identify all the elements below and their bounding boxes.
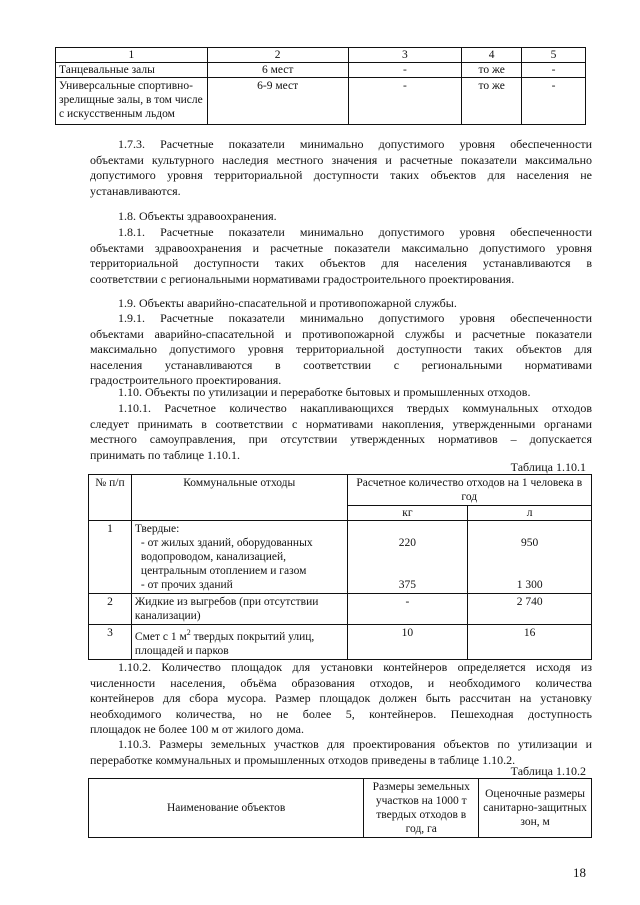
paragraph-1-8-1 [90, 225, 592, 287]
table-cell: то же [462, 63, 522, 78]
table-header-cell: 1 [56, 48, 208, 63]
table-header-cell: Расчетное количество отходов на 1 человека в год [347, 475, 591, 506]
table-header-row [89, 779, 592, 838]
text-line: контейнеров для сбора мусора. Размер площадок должен быть рассчитан на установку [90, 691, 592, 705]
section-heading: 1.8. Объекты здравоохранения. [118, 209, 277, 223]
table-cell: 2 [89, 594, 132, 625]
row-item: - от жилых зданий, оборудованных водопроводом, канализацией, центральным отоплением и газом [140, 537, 313, 577]
table-cell: - [348, 78, 462, 125]
text-line: 1.10.3. Размеры земельных участков для проектирования объектов по утилизации и [118, 737, 592, 751]
table-header-cell: Размеры земельных участков на 1000 т твердых отходов в год, га [364, 779, 479, 838]
table-header-cell: 2 [207, 48, 348, 63]
heading-1-8 [90, 209, 592, 223]
table-cell [468, 521, 592, 594]
text-line: принимать по таблице 1.10.1. [90, 447, 241, 462]
cell-value: 220 [398, 537, 417, 549]
paragraph-1-10-1 [90, 401, 592, 463]
table-header-cell: л [468, 506, 592, 521]
text-line: устанавливаются. [90, 183, 181, 198]
text-line: 1.9.1. Расчетные показатели минимально допустимого уровня обеспеченности [118, 311, 592, 325]
table-header-row [89, 475, 592, 506]
text-line: 1.7.3. Расчетные показатели минимально допустимого уровня обеспеченности [118, 137, 592, 151]
text-line: допустимого уровня территориальной доступности таких объектов для населения не [90, 168, 592, 182]
text-line: объектами аварийно-спасательной и противопожарной службы и расчетные показатели [90, 326, 592, 341]
table-cell: - [347, 594, 468, 625]
table-cell: 16 [468, 625, 592, 660]
heading-1-10 [90, 385, 592, 399]
cell-value: 950 [521, 537, 539, 549]
row-title: Твердые: [134, 523, 180, 535]
text-line: объектами здравоохранения и расчетные показатели максимально допустимого уровня [90, 240, 592, 255]
table-cell: - [522, 78, 586, 125]
table-top [55, 47, 586, 125]
text-line: площадок не более 100 м от жилого дома. [90, 722, 304, 736]
text-line: 1.10.2. Количество площадок для установки контейнеров определяется исходя из [118, 660, 592, 674]
table-1-10-1 [88, 474, 592, 660]
table-header-cell: 3 [348, 48, 462, 63]
table-cell [347, 521, 468, 594]
table-header-cell: Оценочные размеры санитарно-защитных зон, м [479, 779, 592, 838]
table-header-cell: Коммунальные отходы [131, 475, 347, 521]
text-line: градостроительного проектирования. [90, 373, 282, 387]
table-1-10-2 [88, 778, 592, 838]
text-line: соответствии с региональными нормативами градостроительного проектирования. [90, 271, 515, 286]
text-line: населения устанавливаются в соответствии с региональными нормативами [90, 357, 592, 372]
cell-text: твердых покрытий улиц, площадей и парков [134, 630, 315, 657]
table-row [89, 625, 592, 660]
table-cell: Танцевальные залы [56, 63, 208, 78]
cell-superscript: 2 [186, 628, 191, 637]
table-cell: - [522, 63, 586, 78]
cell-value: 375 [398, 579, 417, 591]
table-cell: 6 мест [207, 63, 348, 78]
text-line: объектами культурного наследия местного значения и расчетные показатели максимально [90, 152, 592, 167]
section-heading: 1.9. Объекты аварийно-спасательной и противопожарной службы. [118, 296, 457, 310]
table-cell: то же [462, 78, 522, 125]
text-line: максимально допустимого уровня территориальной доступности таких объектов для [90, 342, 592, 356]
row-item: - от прочих зданий [140, 579, 233, 591]
section-heading: 1.10. Объекты по утилизации и переработке бытовых и промышленных отходов. [118, 385, 531, 399]
text-line: необходимого количества, но не более 5, контейнеров. Пешеходная доступность [90, 706, 592, 721]
table-cell [131, 625, 347, 660]
cell-text: Смет с 1 м [134, 630, 187, 643]
cell-value: 1 300 [516, 579, 543, 591]
table-cell: - [348, 63, 462, 78]
table-caption: Таблица 1.10.2 [510, 764, 586, 778]
table-row [89, 594, 592, 625]
table-row [56, 63, 586, 78]
table-header-row [56, 48, 586, 63]
text-line: численности населения, объёма образования отходов, и необходимого количества [90, 675, 592, 690]
table-header-cell: Наименование объектов [89, 779, 364, 838]
heading-1-9 [90, 296, 592, 310]
table-cell: 2 740 [468, 594, 592, 625]
paragraph-1-9-1 [90, 311, 592, 389]
paragraph-1-10-2 [90, 660, 592, 738]
table-header-cell: 5 [522, 48, 586, 63]
text-line: 1.8.1. Расчетные показатели минимально допустимого уровня обеспеченности [118, 225, 592, 239]
text-line: местного самоуправления, при отсутствии утвержденных нормативов – допускается [90, 432, 592, 446]
text-line: следует принимать в соответствии с нормативами накопления, утвержденными органами [90, 416, 592, 431]
table-cell: 3 [89, 625, 132, 660]
table-cell [131, 521, 347, 594]
text-line: 1.10.1. Расчетное количество накапливающихся твердых коммунальных отходов [118, 401, 592, 415]
page-number: 18 [573, 865, 586, 880]
text-line: переработке коммунальных и промышленных отходов приведены в таблице 1.10.2. [90, 752, 516, 767]
table-caption: Таблица 1.10.1 [510, 460, 586, 474]
table-cell: Универсальные спортивно-зрелищные залы, в том числе с искусственным льдом [56, 78, 208, 125]
table-cell: 10 [347, 625, 468, 660]
table-row [56, 78, 586, 125]
table-header-cell: кг [347, 506, 468, 521]
paragraph-1-7-3 [90, 137, 592, 199]
table-row [89, 521, 592, 594]
table-header-cell: 4 [462, 48, 522, 63]
table-cell: 6-9 мест [207, 78, 348, 125]
table-cell: 1 [89, 521, 132, 594]
table-cell: Жидкие из выгребов (при отсутствии канализации) [131, 594, 347, 625]
text-line: территориальной доступности таких объектов для населения устанавливаются в [90, 256, 592, 270]
table-header-cell: № п/п [89, 475, 132, 521]
